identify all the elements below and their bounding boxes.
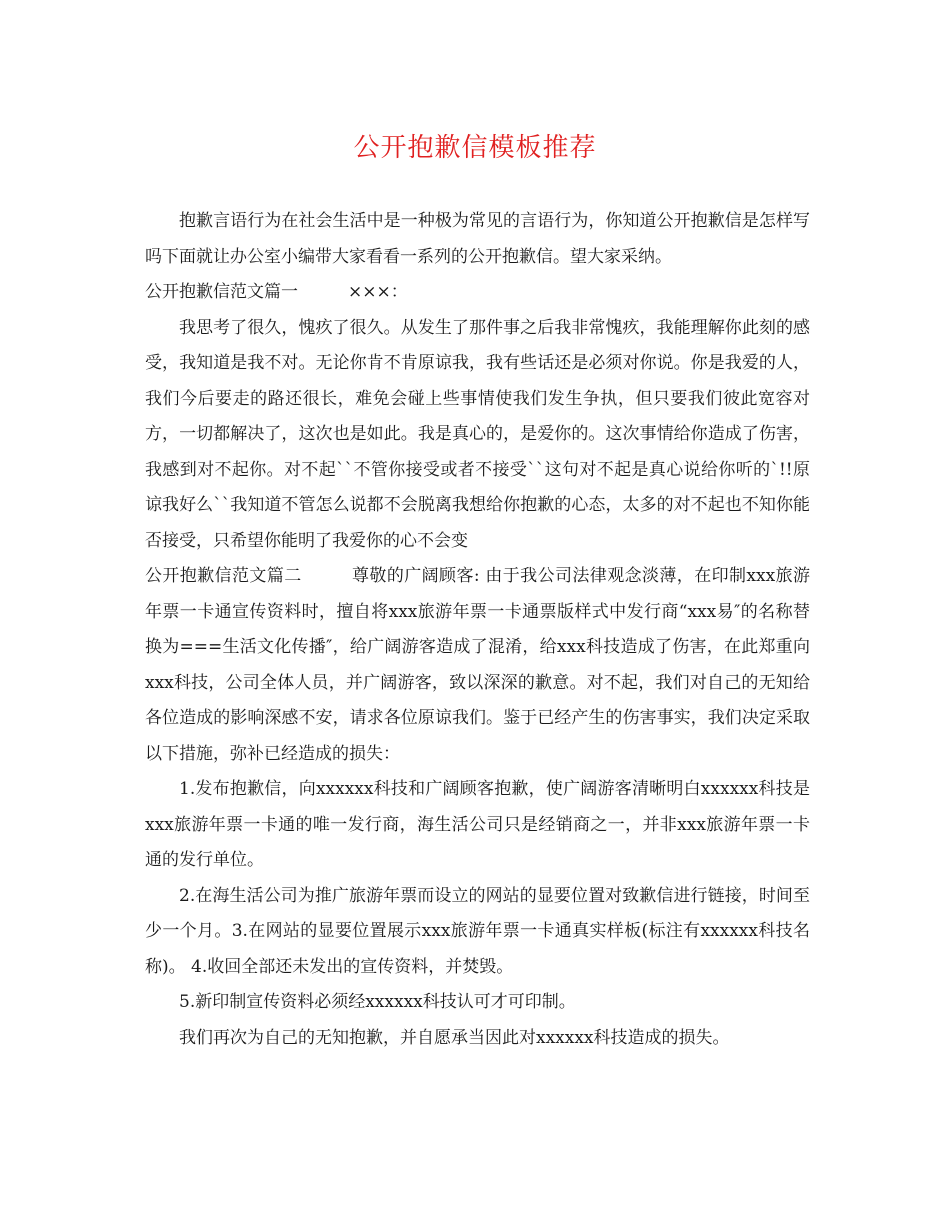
sample2-paragraph xyxy=(145,559,810,772)
sample1-salutation: ×××： xyxy=(348,282,408,302)
closing-paragraph: 我们再次为自己的无知抱歉，并自愿承当因此对xxxxxx科技造成的损失。 xyxy=(179,1027,730,1048)
sample1-body-paragraph: 我思考了很久，愧疚了很久。从发生了那件事之后我非常愧疚，我能理解你此刻的感受，我知道是我不对。无论你肯不肯原谅我，我有些话还是必须对你说。你是我爱的人，我们今后要走的路还很长，难免会碰上些事情使我们发生争执，但只要我们彼此宽容对方，一切都解决了，这次也是如此。我是真心的，是爱你的。这次事情给你造成了伤害，我感到对不起你。对不起``不管你接受或者不接受``这句对不起是真心说给你听的`!!原谅我好么``我知道不管怎么说都不会脱离我想给你抱歉的心态，太多的对不起也不知你能否接受，只希望你能明了我爱你的心不会变 xyxy=(145,317,810,551)
document-body xyxy=(145,204,810,1056)
measure-5-paragraph: 5.新印制宣传资料必须经xxxxxx科技认可才可印制。 xyxy=(179,992,576,1012)
measure-2-4-paragraph: 2.在海生活公司为推广旅游年票而设立的网站的显要位置对致歉信进行链接，时间至少一个月。3.在网站的显要位置展示xxx旅游年票一卡通真实样板(标注有xxxxxx科技名称)。 4.收回全部还未发出的宣传资料，并焚毁。 xyxy=(145,885,810,977)
measure-1-paragraph: 1.发布抱歉信，向xxxxxx科技和广阔顾客抱歉，使广阔游客清晰明白xxxxxx科技是xxx旅游年票一卡通的唯一发行商，海生活公司只是经销商之一，并非xxx旅游年票一卡通的发行单位。 xyxy=(145,779,810,870)
sample2-body: 尊敬的广阔顾客: 由于我公司法律观念淡薄，在印制xxx旅游年票一卡通宣传资料时，擅自将xxx旅游年票一卡通票版样式中发行商“xxx易″的名称替换为===生活文化传播″，给广阔游客造成了混淆，给xxx科技造成了伤害，在此郑重向xxx科技，公司全体人员，并广阔游客，致以深深的歉意。对不起，我们对自己的无知给各位造成的影响深感不安，请求各位原谅我们。鉴于已经产生的伤害事实，我们决定采取以下措施，弥补已经造成的损失： xyxy=(145,566,810,764)
sample1-heading-line xyxy=(145,275,810,311)
intro-paragraph: 抱歉言语行为在社会生活中是一种极为常见的言语行为，你知道公开抱歉信是怎样写吗下面就让办公室小编带大家看看一系列的公开抱歉信。望大家采纳。 xyxy=(145,211,810,267)
sample2-heading: 公开抱歉信范文篇二 xyxy=(145,566,302,586)
document-title: 公开抱歉信模板推荐 xyxy=(353,133,597,163)
sample1-heading: 公开抱歉信范文篇一 xyxy=(145,282,298,302)
